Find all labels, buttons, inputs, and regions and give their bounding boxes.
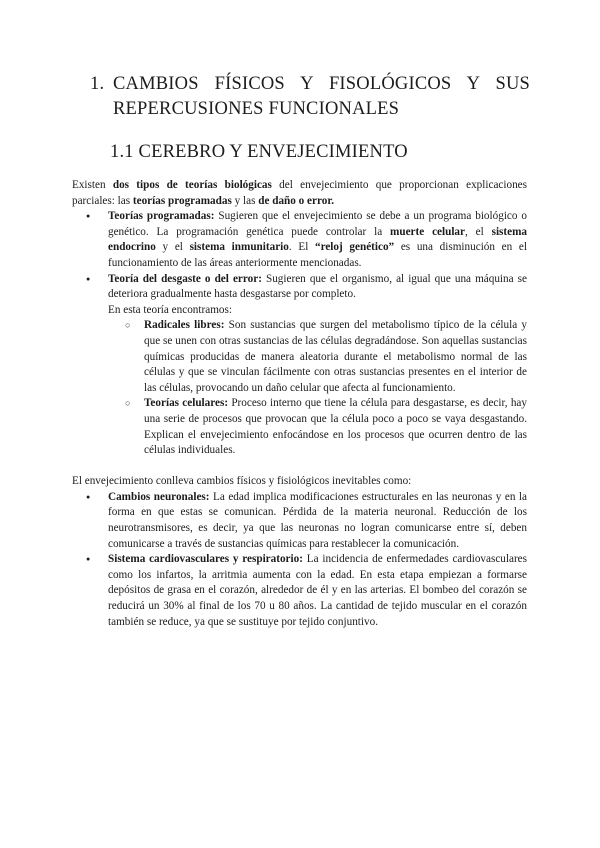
item-text: , el bbox=[465, 225, 492, 238]
list-item-neuronal-changes bbox=[108, 490, 527, 552]
item-text: Sugieren que el envejecimiento se debe a un programa biológico o genético. La programación genética puede controlar la bbox=[108, 210, 527, 238]
section-title-line2: REPERCUSIONES FUNCIONALES bbox=[113, 99, 400, 119]
item-bold-text: “reloj genético” bbox=[314, 241, 395, 254]
item-text: es una disminución en el funcionamiento de las áreas anteriormente mencionadas. bbox=[108, 241, 527, 269]
theories-list bbox=[72, 209, 527, 459]
changes-list bbox=[72, 490, 527, 630]
spacer bbox=[72, 459, 527, 475]
wear-theory-sublist bbox=[108, 318, 527, 458]
changes-intro-paragraph: El envejecimiento conlleva cambios físicos y fisiológicos inevitables como: bbox=[72, 475, 412, 488]
item-label: Cambios neuronales: bbox=[108, 490, 210, 503]
list-item-wear-theory bbox=[108, 272, 527, 459]
item-text: y el bbox=[155, 241, 190, 254]
sublist-item-free-radicals bbox=[144, 318, 527, 396]
item-text: . El bbox=[288, 241, 315, 254]
body-text bbox=[72, 178, 527, 630]
item-bold-text: sistema endocrino bbox=[108, 225, 528, 254]
sublist-item-cellular-theories bbox=[144, 396, 527, 458]
section-number: 1. bbox=[90, 74, 105, 94]
item-label: Teorías celulares: bbox=[144, 397, 229, 410]
item-label: Teoría del desgaste o del error: bbox=[108, 272, 262, 285]
item-text: La edad implica modificaciones estructurales en las neuronas y en la forma en que estas se comunican. Pérdida de la materia neuronal. Reducción de los neurotransmisores, es decir, ya que las neuronas no logran comunicarse entre sí, deben comunicarse a través de sustancias químicas para restablecer la comunicación. bbox=[108, 490, 527, 550]
intro-bold-text: de daño o error. bbox=[258, 194, 335, 207]
item-text: Sugieren que el organismo, al igual que una máquina se deteriora gradualmente hasta desgastarse por completo. bbox=[108, 272, 527, 301]
item-bold-text: muerte celular bbox=[390, 225, 465, 238]
item-label: Teorías programadas: bbox=[108, 210, 215, 223]
item-label: Radicales libres: bbox=[144, 319, 225, 332]
intro-bold-text: teorías programadas bbox=[132, 194, 232, 207]
subsection-heading: 1.1 CEREBRO Y ENVEJECIMIENTO bbox=[110, 142, 408, 162]
item-bold-text: sistema inmunitario bbox=[189, 241, 289, 254]
list-item-programmed-theories bbox=[108, 209, 527, 271]
item-text: Proceso interno que tiene la célula para desgastarse, es decir, hay una serie de procesos que provocan que la célula poco a poco se vaya desgastando. Explican el envejecimiento enfocándose en los procesos que ocurren dentro de las células individuales. bbox=[144, 397, 527, 457]
intro-text: y las bbox=[231, 194, 259, 207]
intro-bold-text: dos tipos de teorías biológicas bbox=[112, 179, 272, 191]
intro-paragraph bbox=[72, 178, 527, 209]
item-text: La incidencia de enfermedades cardiovasculares como los infartos, la arritmia aumenta con la edad. En esta etapa empiezan a formarse depósitos de grasa en el corazón, alrededor de él y en las arterias. El bombeo del corazón se reducirá un 30% al final de los 70 u 80 años. La cantidad de tejido muscular en el corazón también se reduce, ya que se sustituye por tejido conjuntivo. bbox=[108, 553, 527, 628]
item-label: Sistema cardiovasculares y respiratorio: bbox=[108, 553, 303, 566]
intro-text: Existen bbox=[72, 179, 113, 191]
section-title-line1: CAMBIOS FÍSICOS Y FISOLÓGICOS Y SUS bbox=[113, 74, 530, 94]
wear-theory-intro: En esta teoría encontramos: bbox=[108, 303, 232, 316]
item-text: Son sustancias que surgen del metabolismo típico de la célula y que se unen con otras sustancias de las células degradándose. Son aquellas sustancias químicas producidas de manera aleatoria durante el metabolismo normal de las células y que se vinculan fácilmente con otras sustancias presentes en el interior de las células, provocando un daño celular que afecta al funcionamiento. bbox=[144, 319, 527, 394]
section-heading bbox=[90, 72, 530, 122]
list-item-cardiovascular-system bbox=[108, 552, 527, 630]
intro-text: del envejecimiento que proporcionan explicaciones parciales: las bbox=[72, 179, 527, 207]
